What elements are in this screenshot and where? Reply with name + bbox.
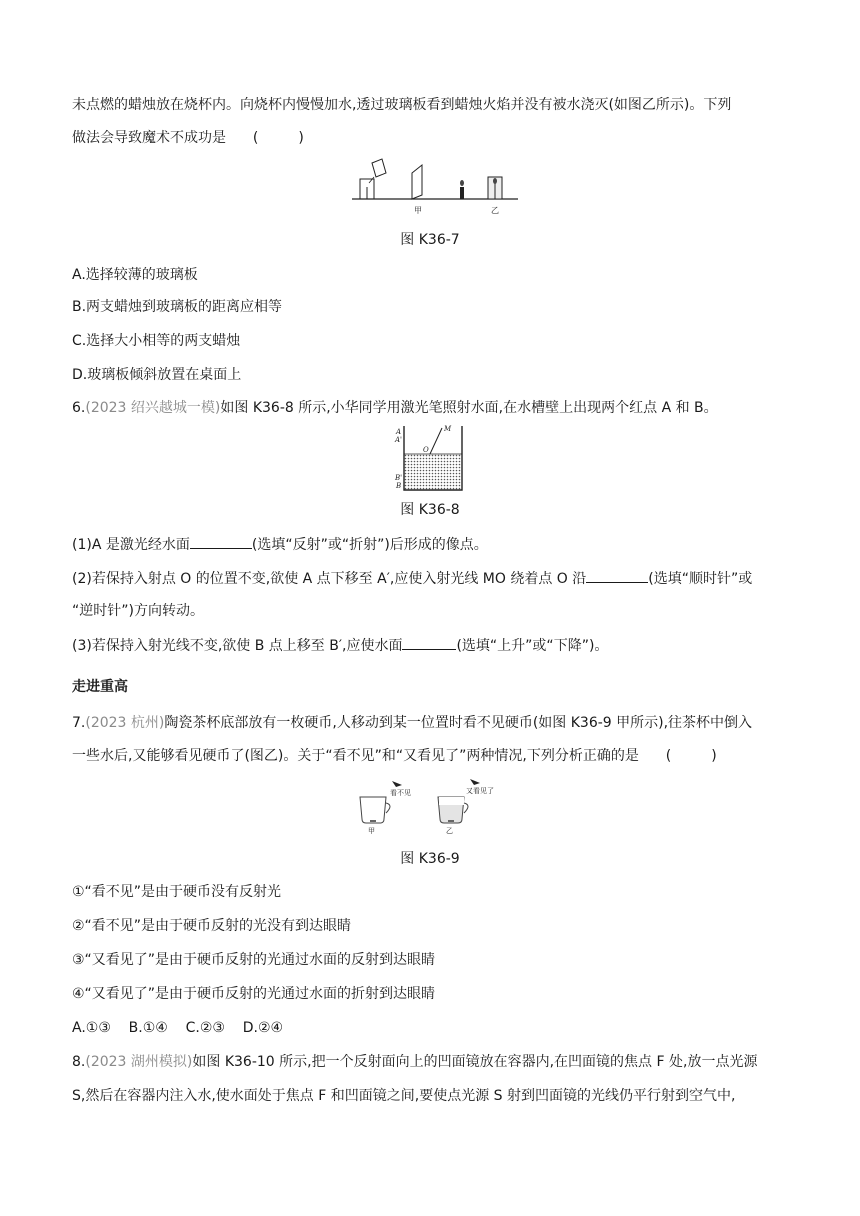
figure-k36-8 (392, 424, 472, 496)
q8-stem-line1 (72, 1052, 757, 1072)
fig8-label-b: B (396, 482, 402, 490)
q7-answer-paren-open: ( (665, 748, 672, 764)
q8-stem-line2: S,然后在容器内注入水,使水面处于焦点 F 和凹面镜之间,要使点光源 S 射到凹面镜的光线仍平行射到空气中, (72, 1088, 736, 1104)
q8-number: 8. (72, 1054, 86, 1070)
q6-stem (72, 398, 718, 418)
q7-stem-text-2: 一些水后,又能够看见硬币了(图乙)。关于“看不见”和“又看见了”两种情况,下列分析正确的是 (72, 748, 639, 764)
q6-number: 6. (72, 400, 86, 416)
fig9-label-yi: 乙 (446, 827, 453, 835)
q5-stem-line2 (72, 128, 304, 148)
q6-sub3-text-a: (3)若保持入射光线不变,欲使 B 点上移至 B′,应使水面 (72, 638, 403, 654)
fig9-label-see-again: 又看见了 (466, 787, 494, 795)
q5-option-b: B.两支蜡烛到玻璃板的距离应相等 (72, 299, 283, 315)
fig8-label-b-prime: B' (395, 474, 403, 482)
q6-sub1-text-b: (选填“反射”或“折射”)后形成的像点。 (251, 537, 488, 553)
q5-answer-paren-close: ) (298, 130, 304, 146)
q6-sub1 (72, 534, 488, 555)
q6-sub2 (72, 568, 752, 589)
q7-figure-caption: 图 K36-9 (400, 851, 460, 867)
q5-option-a: A.选择较薄的玻璃板 (72, 267, 198, 283)
q7-statement-2: ②“看不见”是由于硬币反射的光没有到达眼睛 (72, 918, 352, 934)
q7-source: (2023 杭州) (85, 715, 165, 731)
fig8-label-o: O (423, 446, 429, 454)
fig7-label-yi: 乙 (491, 206, 499, 215)
figure-k36-9 (352, 775, 508, 837)
q7-statement-3: ③“又看见了”是由于硬币反射的光通过水面的反射到达眼睛 (72, 952, 436, 968)
q6-sub1-text-a: (1)A 是激光经水面 (72, 537, 190, 553)
q6-source: (2023 绍兴越城一模) (85, 400, 221, 416)
q7-stem-line1 (72, 713, 752, 733)
section-title: 走进重高 (72, 679, 128, 695)
q6-sub2-text-b: (选填“顺时针”或 (648, 571, 753, 587)
q8-stem-text-1: 如图 K36-10 所示,把一个反射面向上的凹面镜放在容器内,在凹面镜的焦点 F 处,放一点光源 (192, 1054, 758, 1070)
q6-sub2-text-a: (2)若保持入射点 O 的位置不变,欲使 A 点下移至 A′,应使入射光线 MO 绕着点 O 沿 (72, 571, 587, 587)
q8-source: (2023 湖州模拟) (85, 1054, 193, 1070)
q7-options: A.①③ B.①④ C.②③ D.②④ (72, 1020, 284, 1036)
q7-number: 7. (72, 715, 86, 731)
q6-sub2-blank[interactable] (586, 568, 648, 583)
q6-stem-text: 如图 K36-8 所示,小华同学用激光笔照射水面,在水槽壁上出现两个红点 A 和 B。 (220, 400, 718, 416)
q7-stem-text-1: 陶瓷茶杯底部放有一枚硬币,人移动到某一位置时看不见硬币(如图 K36-9 甲所示),往茶杯中倒入 (164, 715, 753, 731)
q5-option-d: D.玻璃板倾斜放置在桌面上 (72, 367, 242, 383)
q7-stem-line2 (72, 746, 717, 766)
q5-figure-caption: 图 K36-7 (400, 232, 460, 248)
fig8-label-a: A (396, 428, 402, 436)
q6-sub2-cont: “逆时针”)方向转动。 (72, 603, 204, 619)
q6-sub1-blank[interactable] (190, 534, 252, 549)
q6-sub3-text-b: (选填“上升”或“下降”)。 (456, 638, 609, 654)
q5-stem-text: 做法会导致魔术不成功是 (72, 130, 226, 146)
q6-sub3-blank[interactable] (402, 635, 456, 650)
q7-answer-paren-close: ) (711, 748, 717, 764)
q5-option-c: C.选择大小相等的两支蜡烛 (72, 333, 241, 349)
fig8-label-m: M (444, 425, 452, 433)
q6-sub3 (72, 635, 608, 656)
fig8-label-a-prime: A' (395, 436, 402, 444)
figure-k36-7 (350, 155, 520, 220)
fig9-label-jia: 甲 (368, 827, 375, 835)
q7-statement-1: ①“看不见”是由于硬币没有反射光 (72, 884, 282, 900)
q6-figure-caption: 图 K36-8 (400, 502, 460, 518)
fig7-label-jia: 甲 (414, 206, 422, 215)
q5-answer-paren-open: ( (252, 130, 259, 146)
q7-statement-4: ④“又看见了”是由于硬币反射的光通过水面的折射到达眼睛 (72, 986, 436, 1002)
fig9-label-cant-see: 看不见 (390, 789, 411, 797)
q5-stem-line1: 未点燃的蜡烛放在烧杯内。向烧杯内慢慢加水,透过玻璃板看到蜡烛火焰并没有被水浇灭(如图乙所示)。下列 (72, 97, 732, 113)
